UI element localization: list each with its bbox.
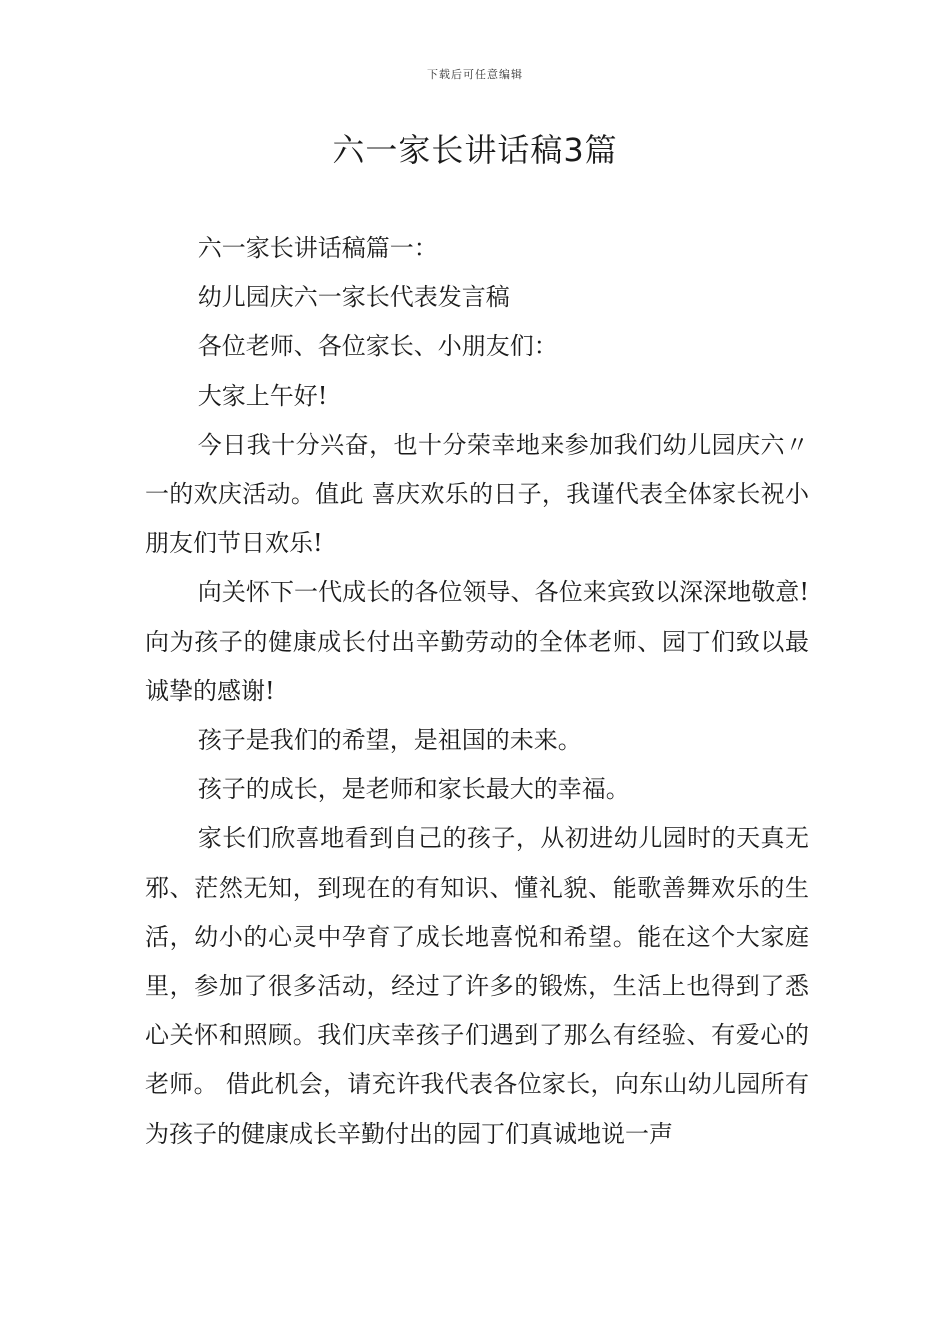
paragraph-hope: 孩子是我们的希望，是祖国的未来。 xyxy=(197,726,582,755)
document-title: 六一家长讲话稿3篇 xyxy=(332,131,618,169)
paragraph-growth: 家长们欣喜地看到自己的孩子，从初进幼儿园时的天真无邪、茫然无知，到现在的有知识、懂礼貌、能歌善舞欢乐的生活，幼小的心灵中孕育了成长地喜悦和希望。能在这个大家庭里，参加了很多活动，经过了许多的锻炼，生活上也得到了悉心关怀和照顾。我们庆幸孩子们遇到了那么有经验、有爱心的老师。 借此机会，请充许我代表各位家长，向东山幼儿园所有为孩子的健康成长辛勤付出的园丁们真诚地说一声 xyxy=(145,824,809,1148)
header-note: 下载后可任意编辑 xyxy=(427,68,523,81)
paragraph-speech-title: 幼儿园庆六一家长代表发言稿 xyxy=(197,283,510,312)
paragraph-thanks: 向关怀下一代成长的各位领导、各位来宾致以深深地敬意! 向为孩子的健康成长付出辛勤劳动的全体老师、园丁们致以最诚挚的感谢! xyxy=(145,578,809,705)
paragraph-greeting: 大家上午好! xyxy=(197,381,328,410)
paragraph-happiness: 孩子的成长，是老师和家长最大的幸福。 xyxy=(197,775,630,804)
document-body xyxy=(145,224,809,1159)
paragraph-section-heading: 六一家长讲话稿篇一： xyxy=(197,234,438,262)
paragraph-opening: 今日我十分兴奋，也十分荣幸地来参加我们幼儿园庆六〃一的欢庆活动。值此 喜庆欢乐的日子，我谨代表全体家长祝小朋友们节日欢乐! xyxy=(145,430,809,558)
paragraph-salutation: 各位老师、各位家长、小朋友们： xyxy=(197,332,558,361)
